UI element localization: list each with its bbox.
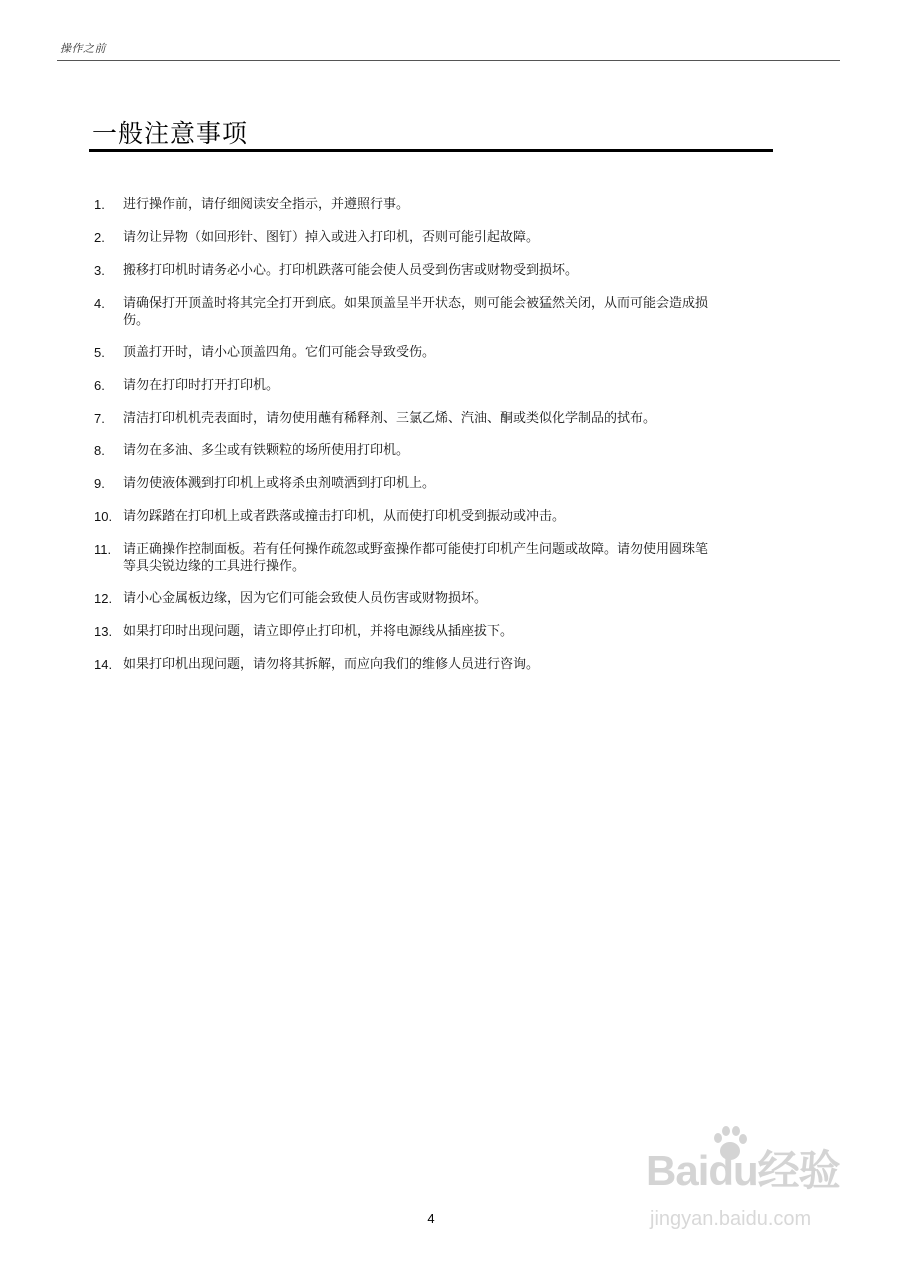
note-item xyxy=(0,295,713,329)
note-text: 请小心金属板边缘，因为它们可能会致使人员伤害或财物损坏。 xyxy=(123,591,488,606)
note-item xyxy=(0,541,713,575)
note-number: 7. xyxy=(94,411,105,426)
note-number: 9. xyxy=(94,476,105,491)
note-number: 12. xyxy=(94,591,113,606)
note-number: 10. xyxy=(94,509,113,524)
note-text: 如果打印时出现问题，请立即停止打印机，并将电源线从插座拔下。 xyxy=(123,624,514,639)
section-title: 一般注意事项 xyxy=(92,119,249,148)
note-number: 6. xyxy=(94,378,105,393)
note-number: 13. xyxy=(94,624,113,639)
note-number: 2. xyxy=(94,230,105,245)
note-item xyxy=(0,508,713,525)
note-text: 清洁打印机机壳表面时，请勿使用蘸有稀释剂、三氯乙烯、汽油、酮或类似化学制品的拭布。 xyxy=(123,411,657,426)
note-text: 请正确操作控制面板。若有任何操作疏忽或野蛮操作都可能使打印机产生问题或故障。请勿使用圆珠笔等具尖锐边缘的工具进行操作。 xyxy=(123,542,709,574)
note-number: 4. xyxy=(94,296,105,311)
header-rule xyxy=(57,60,840,61)
notes-list xyxy=(0,196,904,689)
note-text: 请勿使液体溅到打印机上或将杀虫剂喷洒到打印机上。 xyxy=(123,476,436,491)
note-number: 8. xyxy=(94,443,105,458)
note-text: 搬移打印机时请务必小心。打印机跌落可能会使人员受到伤害或财物受到损坏。 xyxy=(123,263,579,278)
note-text: 请勿在打印时打开打印机。 xyxy=(123,378,280,393)
note-item xyxy=(0,590,713,607)
note-item xyxy=(0,475,713,492)
note-text: 请勿踩踏在打印机上或者跌落或撞击打印机，从而使打印机受到振动或冲击。 xyxy=(123,509,566,524)
page-number: 4 xyxy=(427,1211,435,1226)
note-text: 请勿在多油、多尘或有铁颗粒的场所使用打印机。 xyxy=(123,443,410,458)
note-text: 顶盖打开时，请小心顶盖四角。它们可能会导致受伤。 xyxy=(123,345,436,360)
note-text: 进行操作前，请仔细阅读安全指示，并遵照行事。 xyxy=(123,197,410,212)
note-item xyxy=(0,344,713,361)
note-text: 请勿让异物（如回形针、图钉）掉入或进入打印机，否则可能引起故障。 xyxy=(123,230,540,245)
note-item xyxy=(0,442,713,459)
note-number: 3. xyxy=(94,263,105,278)
watermark xyxy=(646,1138,866,1258)
note-item xyxy=(0,623,713,640)
note-number: 5. xyxy=(94,345,105,360)
title-rule xyxy=(89,149,773,152)
note-number: 11. xyxy=(94,542,112,557)
note-item xyxy=(0,410,713,427)
note-item xyxy=(0,377,713,394)
note-number: 14. xyxy=(94,657,113,672)
note-text: 如果打印机出现问题，请勿将其拆解，而应向我们的维修人员进行咨询。 xyxy=(123,657,540,672)
watermark-logo: Baidu经验 xyxy=(646,1147,840,1194)
note-text: 请确保打开顶盖时将其完全打开到底。如果顶盖呈半开状态，则可能会被猛然关闭，从而可能会造成损伤。 xyxy=(123,296,709,328)
note-item xyxy=(0,196,713,213)
note-item xyxy=(0,656,713,673)
note-number: 1. xyxy=(94,197,105,212)
watermark-url: jingyan.baidu.com xyxy=(650,1208,812,1230)
note-item xyxy=(0,262,713,279)
running-header: 操作之前 xyxy=(60,42,106,55)
note-item xyxy=(0,229,713,246)
